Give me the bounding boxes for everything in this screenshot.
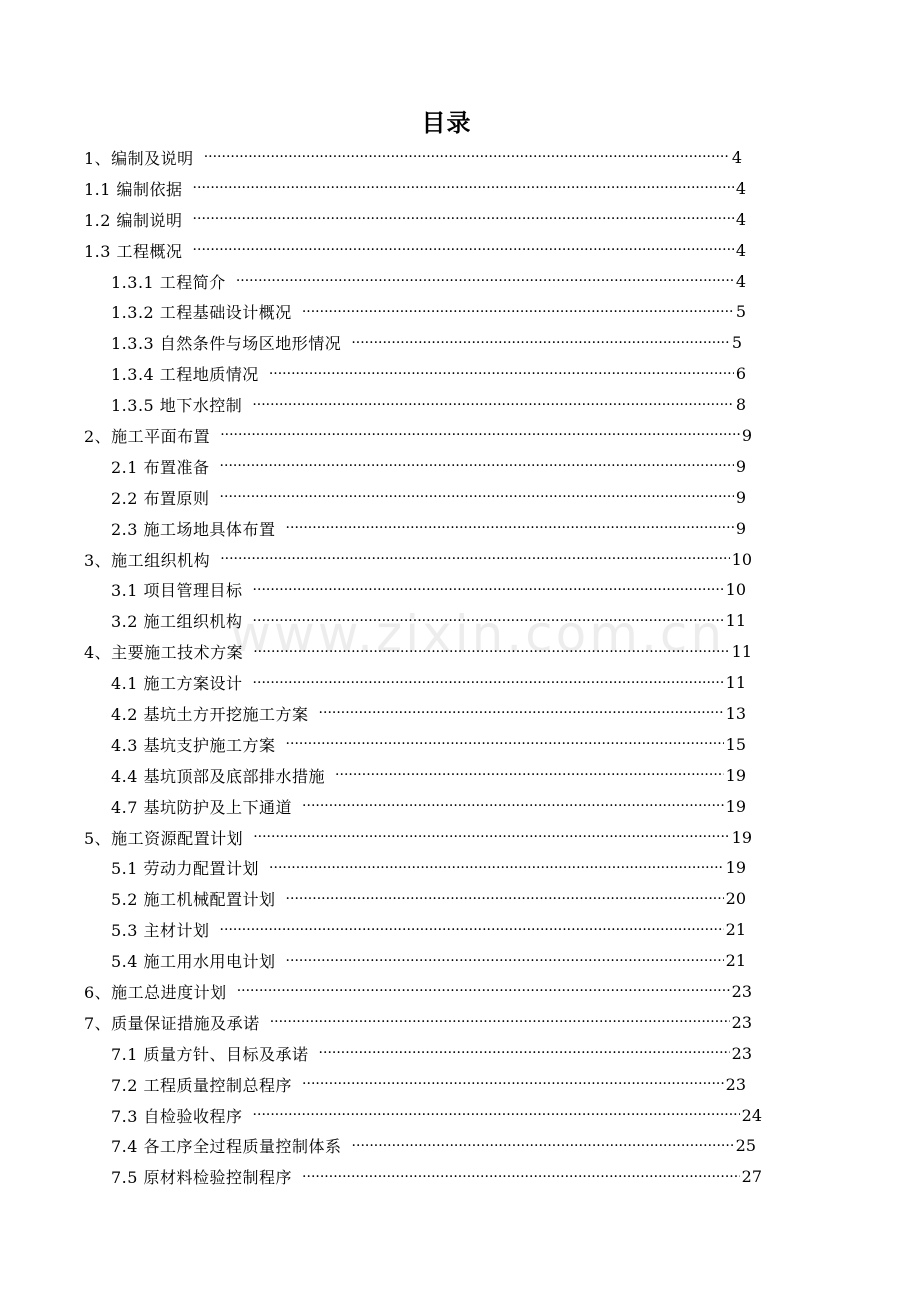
toc-entry[interactable]: [0, 1161, 920, 1192]
toc-entry-label: 2.3 施工场地具体布置: [111, 519, 276, 539]
toc-entry-page-number: 19: [725, 765, 746, 785]
toc-entry[interactable]: [0, 482, 920, 513]
toc-entry[interactable]: [0, 266, 920, 297]
toc-entry-page-number: 13: [725, 703, 746, 723]
toc-dot-leader: [220, 551, 729, 567]
toc-dot-leader: [253, 829, 729, 845]
toc-entry-label: 5.2 施工机械配置计划: [111, 890, 276, 910]
toc-entry-page-number: 23: [731, 1012, 752, 1032]
toc-entry[interactable]: [0, 1100, 920, 1131]
toc-dot-leader: [302, 798, 724, 814]
toc-dot-leader: [269, 366, 734, 382]
toc-entry[interactable]: [0, 729, 920, 760]
toc-entry[interactable]: [0, 451, 920, 482]
toc-entry-page-number: 19: [725, 796, 746, 816]
toc-entry-page-number: 9: [741, 425, 752, 445]
toc-entry[interactable]: [0, 544, 920, 575]
toc-entry-page-number: 10: [731, 549, 752, 569]
toc-dot-leader: [302, 1076, 724, 1092]
watermark: www.zixin.com.cn: [230, 605, 726, 663]
toc-entry-page-number: 23: [731, 981, 752, 1001]
toc-dot-leader: [302, 1169, 740, 1185]
toc-dot-leader: [319, 1045, 730, 1061]
toc-entry[interactable]: [0, 296, 920, 327]
toc-entry-page-number: 11: [725, 611, 746, 631]
toc-entry-page-number: 10: [725, 580, 746, 600]
toc-entry-page-number: 4: [731, 147, 742, 167]
toc-dot-leader: [252, 397, 734, 413]
toc-entry-label: 4、主要施工技术方案: [84, 643, 244, 663]
toc-entry[interactable]: [0, 883, 920, 914]
toc-entry-label: 1.3.4 工程地质情况: [111, 365, 259, 385]
toc-entry[interactable]: [0, 667, 920, 698]
toc-entry[interactable]: [0, 1131, 920, 1162]
toc-entry-label: 7.2 工程质量控制总程序: [111, 1075, 293, 1095]
toc-entry-label: 7.1 质量方针、目标及承诺: [111, 1044, 309, 1064]
toc-entry-label: 3.2 施工组织机构: [111, 612, 243, 632]
toc-dot-leader: [335, 767, 724, 783]
toc-entry[interactable]: [0, 204, 920, 235]
toc-entry-label: 7、质量保证措施及承诺: [84, 1013, 260, 1033]
toc-dot-leader: [286, 736, 724, 752]
toc-entry-page-number: 4: [735, 209, 746, 229]
toc-entry-page-number: 4: [735, 240, 746, 260]
toc-entry-page-number: 19: [725, 858, 746, 878]
toc-entry-label: 4.7 基坑防护及上下通道: [111, 797, 293, 817]
toc-entry-page-number: 4: [735, 178, 746, 198]
toc-entry-label: 7.5 原材料检验控制程序: [111, 1168, 293, 1188]
toc-entry[interactable]: [0, 605, 920, 636]
toc-entry-page-number: 8: [735, 395, 746, 415]
toc-entry-label: 1.3.2 工程基础设计概况: [111, 303, 292, 323]
toc-entry[interactable]: [0, 791, 920, 822]
toc-entry-page-number: 21: [725, 920, 746, 940]
toc-entry-page-number: 5: [731, 333, 742, 353]
toc-entry-page-number: 20: [725, 889, 746, 909]
toc-entry-label: 5.4 施工用水用电计划: [111, 952, 276, 972]
toc-dot-leader: [220, 427, 740, 443]
toc-dot-leader: [352, 1138, 734, 1154]
toc-entry-page-number: 6: [735, 364, 746, 384]
toc-entry[interactable]: [0, 327, 920, 358]
toc-entry-label: 5、施工资源配置计划: [84, 828, 244, 848]
toc-dot-leader: [253, 644, 729, 660]
toc-entry-label: 1.3 工程概况: [84, 241, 183, 261]
toc-entry-page-number: 21: [725, 951, 746, 971]
toc-entry-label: 1.3.5 地下水控制: [111, 396, 243, 416]
toc-entry-page-number: 25: [735, 1136, 756, 1156]
toc-entry-label: 2、施工平面布置: [84, 426, 211, 446]
toc-entry-page-number: 5: [735, 302, 746, 322]
toc-entry-label: 5.3 主材计划: [111, 921, 210, 941]
toc-dot-leader: [237, 983, 730, 999]
toc-dot-leader: [319, 705, 724, 721]
toc-dot-leader: [253, 582, 724, 598]
toc-entry-label: 5.1 劳动力配置计划: [111, 859, 260, 879]
toc-entry[interactable]: [0, 945, 920, 976]
toc-dot-leader: [220, 489, 734, 505]
toc-entry[interactable]: [0, 1038, 920, 1069]
toc-entry-page-number: 11: [725, 673, 746, 693]
toc-entry-page-number: 4: [735, 271, 746, 291]
toc-dot-leader: [193, 180, 734, 196]
toc-entry-page-number: 9: [735, 456, 746, 476]
toc-entry[interactable]: [0, 822, 920, 853]
toc-entry-label: 1.1 编制依据: [84, 179, 183, 199]
toc-entry-page-number: 11: [731, 642, 752, 662]
toc-list: [0, 142, 920, 1192]
toc-dot-leader: [286, 520, 734, 536]
toc-dot-leader: [236, 273, 734, 289]
toc-dot-leader: [193, 242, 734, 258]
toc-entry-label: 1.2 编制说明: [84, 210, 183, 230]
toc-entry-page-number: 15: [725, 734, 746, 754]
toc-dot-leader: [193, 211, 734, 227]
toc-dot-leader: [286, 891, 724, 907]
toc-entry-label: 4.3 基坑支护施工方案: [111, 735, 276, 755]
toc-entry-label: 6、施工总进度计划: [84, 982, 227, 1002]
toc-entry-page-number: 23: [725, 1074, 746, 1094]
toc-dot-leader: [204, 149, 730, 165]
toc-entry-label: 4.1 施工方案设计: [111, 674, 243, 694]
toc-entry-label: 1.3.3 自然条件与场区地形情况: [111, 334, 342, 354]
toc-entry[interactable]: [0, 235, 920, 266]
toc-entry-label: 4.2 基坑土方开挖施工方案: [111, 704, 309, 724]
toc-dot-leader: [253, 1107, 740, 1123]
toc-entry[interactable]: [0, 976, 920, 1007]
toc-entry[interactable]: [0, 698, 920, 729]
toc-dot-leader: [220, 922, 724, 938]
toc-entry[interactable]: [0, 513, 920, 544]
toc-entry-label: 7.4 各工序全过程质量控制体系: [111, 1137, 342, 1157]
toc-entry[interactable]: [0, 420, 920, 451]
toc-entry-label: 2.1 布置准备: [111, 457, 210, 477]
toc-dot-leader: [270, 1014, 730, 1030]
toc-entry-label: 1、编制及说明: [84, 148, 194, 168]
toc-entry-page-number: 23: [731, 1043, 752, 1063]
toc-dot-leader: [220, 458, 734, 474]
toc-entry[interactable]: [0, 173, 920, 204]
toc-entry-page-number: 9: [735, 487, 746, 507]
toc-entry-label: 3.1 项目管理目标: [111, 581, 243, 601]
toc-entry[interactable]: [0, 1069, 920, 1100]
toc-entry[interactable]: [0, 574, 920, 605]
toc-entry-label: 4.4 基坑顶部及底部排水措施: [111, 766, 326, 786]
toc-entry-label: 3、施工组织机构: [84, 550, 211, 570]
toc-dot-leader: [286, 953, 724, 969]
toc-entry-page-number: 27: [741, 1167, 762, 1187]
toc-title: 目录: [421, 109, 472, 137]
toc-entry-label: 1.3.1 工程简介: [111, 272, 226, 292]
toc-entry-page-number: 19: [731, 827, 752, 847]
toc-dot-leader: [302, 304, 734, 320]
toc-entry-label: 7.3 自检验收程序: [111, 1106, 243, 1126]
toc-entry[interactable]: [0, 852, 920, 883]
toc-entry-page-number: 9: [735, 518, 746, 538]
toc-entry[interactable]: [0, 358, 920, 389]
toc-dot-leader: [269, 860, 724, 876]
toc-entry[interactable]: [0, 914, 920, 945]
toc-entry-page-number: 24: [741, 1105, 762, 1125]
toc-dot-leader: [351, 335, 730, 351]
toc-entry[interactable]: [0, 636, 920, 667]
toc-entry[interactable]: [0, 389, 920, 420]
toc-entry-label: 2.2 布置原则: [111, 488, 210, 508]
toc-entry[interactable]: [0, 760, 920, 791]
toc-dot-leader: [253, 613, 724, 629]
toc-dot-leader: [253, 675, 724, 691]
toc-entry[interactable]: [0, 142, 920, 173]
toc-entry[interactable]: [0, 1007, 920, 1038]
